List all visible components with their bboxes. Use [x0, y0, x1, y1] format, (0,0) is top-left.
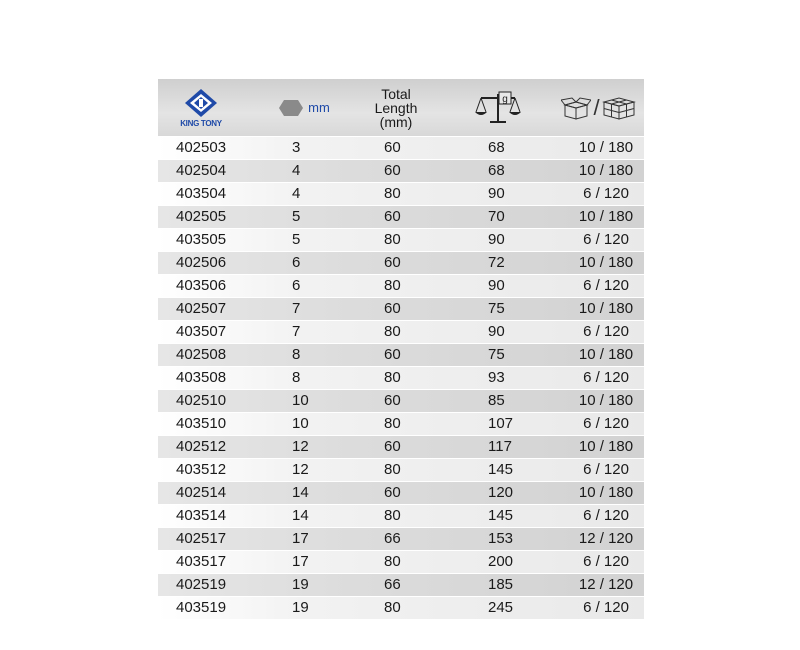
cell-weight: 145	[488, 461, 514, 478]
length-line-3: (mm)	[379, 113, 413, 130]
cell-packing: 6 / 120	[583, 369, 629, 386]
cell-packing: 6 / 120	[583, 185, 629, 202]
cell-hex-size: 6	[292, 277, 301, 294]
table-row	[158, 390, 644, 412]
cell-code: 402506	[176, 254, 227, 271]
cell-total-length: 66	[384, 530, 401, 547]
cell-weight: 93	[488, 369, 505, 386]
cell-code: 403512	[176, 461, 227, 478]
table-row	[158, 413, 644, 435]
table-row	[158, 574, 644, 596]
length-line-2: Length	[374, 99, 418, 116]
cell-packing: 10 / 180	[578, 208, 634, 225]
cell-code: 403508	[176, 369, 227, 386]
table-row	[158, 344, 644, 366]
cell-hex-size: 19	[292, 599, 309, 616]
table-body	[158, 137, 644, 619]
cell-total-length: 60	[384, 484, 401, 501]
cell-weight: 153	[488, 530, 514, 547]
table-row	[158, 298, 644, 320]
cell-weight: 90	[488, 185, 505, 202]
cell-hex-size: 5	[292, 231, 301, 248]
cell-total-length: 80	[384, 507, 401, 524]
balance-scale-icon	[473, 90, 523, 126]
cell-code: 402510	[176, 392, 227, 409]
cell-total-length: 60	[384, 438, 401, 455]
cell-weight: 72	[488, 254, 505, 271]
table-row	[158, 528, 644, 550]
cell-packing: 6 / 120	[583, 461, 629, 478]
cell-packing: 10 / 180	[578, 438, 634, 455]
weight-header	[468, 79, 528, 136]
cell-code: 402508	[176, 346, 227, 363]
cell-total-length: 80	[384, 461, 401, 478]
cell-weight: 90	[488, 277, 505, 294]
hexagon-icon	[278, 99, 304, 117]
cell-weight: 90	[488, 231, 505, 248]
cell-weight: 90	[488, 323, 505, 340]
cell-total-length: 80	[384, 277, 401, 294]
cell-code: 402504	[176, 162, 227, 179]
cell-weight: 75	[488, 300, 505, 317]
cell-code: 402505	[176, 208, 227, 225]
cell-code: 403514	[176, 507, 227, 524]
table-row	[158, 137, 644, 159]
table-row	[158, 459, 644, 481]
slash-separator: /	[593, 94, 600, 120]
cell-packing: 10 / 180	[578, 254, 634, 271]
stacked-boxes-icon	[602, 95, 636, 121]
cell-hex-size: 7	[292, 323, 301, 340]
cell-code: 403519	[176, 599, 227, 616]
cell-hex-size: 12	[292, 438, 309, 455]
table-row	[158, 275, 644, 297]
table-row	[158, 321, 644, 343]
cell-weight: 68	[488, 139, 505, 156]
cell-packing: 10 / 180	[578, 162, 634, 179]
table-row	[158, 436, 644, 458]
table-header	[158, 79, 644, 136]
table-row	[158, 229, 644, 251]
cell-code: 402512	[176, 438, 227, 455]
cell-weight: 117	[488, 438, 512, 455]
cell-hex-size: 7	[292, 300, 301, 317]
table-row	[158, 482, 644, 504]
cell-code: 403510	[176, 415, 227, 432]
cell-weight: 107	[488, 415, 514, 432]
cell-hex-size: 6	[292, 254, 301, 271]
cell-code: 403504	[176, 185, 227, 202]
hex-size-header	[264, 79, 344, 136]
length-line-1: Total	[381, 85, 411, 102]
cell-code: 402503	[176, 139, 227, 156]
cell-hex-size: 8	[292, 346, 301, 363]
cell-packing: 6 / 120	[583, 277, 629, 294]
cell-hex-size: 17	[292, 530, 309, 547]
hex-unit-label: mm	[308, 100, 330, 115]
cell-packing: 6 / 120	[583, 507, 629, 524]
cell-total-length: 60	[384, 254, 401, 271]
cell-code: 403507	[176, 323, 227, 340]
cell-packing: 10 / 180	[578, 392, 634, 409]
cell-packing: 10 / 180	[578, 300, 634, 317]
table-row	[158, 505, 644, 527]
cell-weight: 145	[488, 507, 514, 524]
cell-hex-size: 4	[292, 162, 301, 179]
table-row	[158, 160, 644, 182]
cell-weight: 68	[488, 162, 505, 179]
table-row	[158, 252, 644, 274]
cell-hex-size: 17	[292, 553, 309, 570]
cell-total-length: 80	[384, 415, 401, 432]
cell-code: 402507	[176, 300, 227, 317]
cell-total-length: 60	[384, 139, 401, 156]
table-row	[158, 367, 644, 389]
cell-hex-size: 12	[292, 461, 309, 478]
total-length-header	[356, 79, 436, 136]
cell-total-length: 80	[384, 323, 401, 340]
cell-hex-size: 10	[292, 415, 309, 432]
open-box-icon	[561, 96, 591, 120]
cell-packing: 6 / 120	[583, 599, 629, 616]
cell-hex-size: 4	[292, 185, 301, 202]
cell-code: 403506	[176, 277, 227, 294]
cell-total-length: 80	[384, 369, 401, 386]
cell-weight: 85	[488, 392, 505, 409]
brand-name: KING TONY	[180, 118, 222, 128]
cell-hex-size: 19	[292, 576, 309, 593]
spec-table	[158, 79, 644, 619]
cell-hex-size: 14	[292, 507, 309, 524]
packing-header	[556, 79, 641, 136]
cell-weight: 200	[488, 553, 514, 570]
cell-code: 402514	[176, 484, 227, 501]
table-row	[158, 206, 644, 228]
cell-packing: 10 / 180	[578, 139, 634, 156]
weight-unit-label: g	[502, 93, 508, 105]
cell-packing: 10 / 180	[578, 346, 634, 363]
cell-weight: 70	[488, 208, 505, 225]
cell-packing: 6 / 120	[583, 231, 629, 248]
cell-code: 402519	[176, 576, 227, 593]
cell-total-length: 60	[384, 162, 401, 179]
cell-hex-size: 8	[292, 369, 301, 386]
cell-packing: 6 / 120	[583, 553, 629, 570]
cell-total-length: 60	[384, 346, 401, 363]
cell-hex-size: 3	[292, 139, 301, 156]
cell-packing: 6 / 120	[583, 323, 629, 340]
cell-hex-size: 14	[292, 484, 309, 501]
cell-weight: 245	[488, 599, 514, 616]
table-row	[158, 183, 644, 205]
cell-packing: 6 / 120	[583, 415, 629, 432]
cell-weight: 120	[488, 484, 514, 501]
king-tony-logo-icon	[184, 88, 218, 118]
cell-packing: 12 / 120	[578, 576, 634, 593]
cell-hex-size: 5	[292, 208, 301, 225]
brand-logo	[166, 79, 236, 136]
cell-total-length: 60	[384, 392, 401, 409]
cell-total-length: 66	[384, 576, 401, 593]
table-row	[158, 597, 644, 619]
table-row	[158, 551, 644, 573]
cell-weight: 75	[488, 346, 505, 363]
cell-total-length: 60	[384, 300, 401, 317]
cell-code: 403505	[176, 231, 227, 248]
cell-weight: 185	[488, 576, 514, 593]
cell-packing: 10 / 180	[578, 484, 634, 501]
cell-total-length: 80	[384, 599, 401, 616]
cell-total-length: 80	[384, 553, 401, 570]
cell-total-length: 80	[384, 185, 401, 202]
cell-total-length: 80	[384, 231, 401, 248]
cell-code: 402517	[176, 530, 227, 547]
cell-hex-size: 10	[292, 392, 309, 409]
cell-packing: 12 / 120	[578, 530, 634, 547]
cell-code: 403517	[176, 553, 227, 570]
cell-total-length: 60	[384, 208, 401, 225]
